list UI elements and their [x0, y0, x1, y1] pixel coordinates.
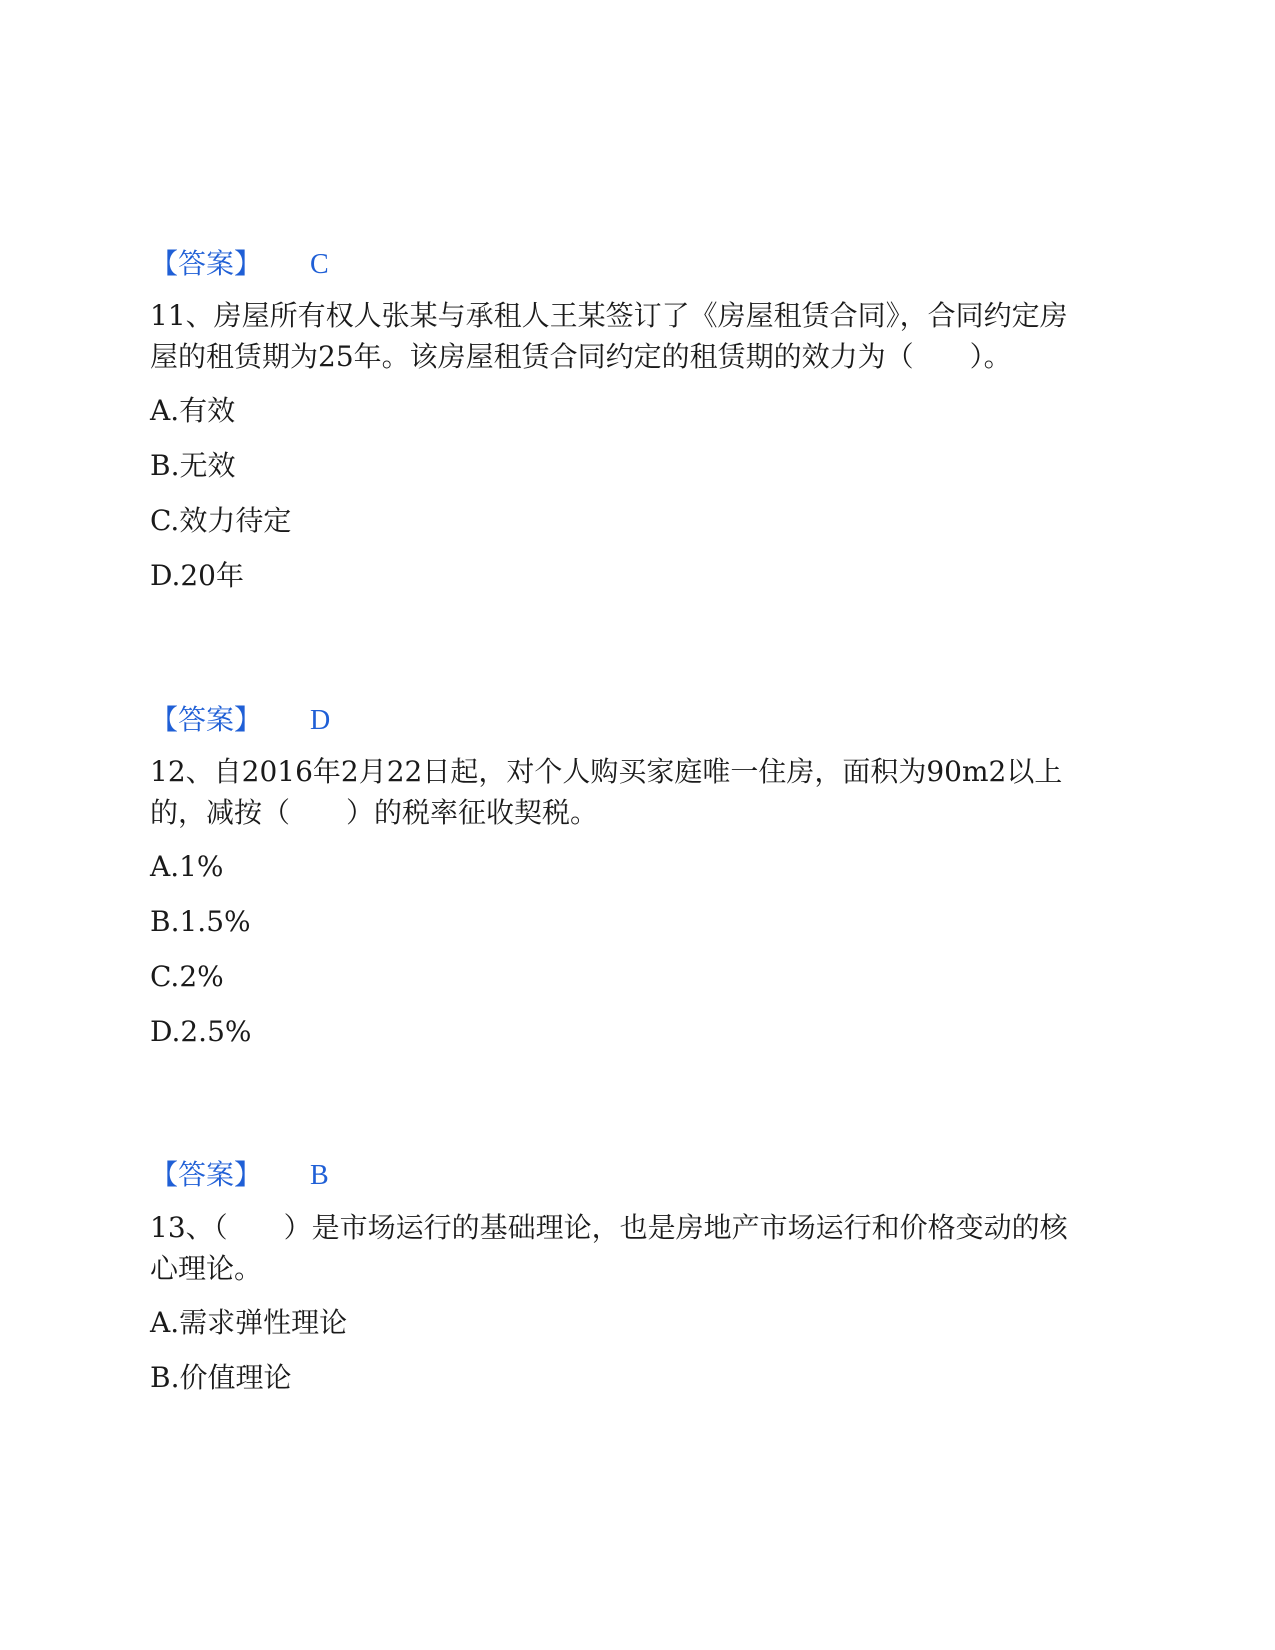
option-c: C.2%: [150, 960, 224, 993]
question-text-line: 屋的租赁期为25年。该房屋租赁合同约定的租赁期的效力为（ ）。: [150, 340, 1012, 373]
option-b: B.1.5%: [150, 905, 251, 938]
option-a: A.有效: [150, 394, 236, 427]
question-text-line: 11、房屋所有权人张某与承租人王某签订了《房屋租赁合同》，合同约定房: [150, 299, 1068, 332]
option-a: A.需求弹性理论: [150, 1306, 348, 1339]
answer-value: C: [310, 249, 329, 280]
answer-label: 【答案】: [150, 247, 263, 280]
option-d: D.20年: [150, 559, 244, 592]
answer-label: 【答案】: [150, 1158, 263, 1191]
question-text-line: 12、自2016年2月22日起，对个人购买家庭唯一住房，面积为90m2以上: [150, 755, 1063, 788]
question-text-line: 的，减按（ ）的税率征收契税。: [150, 796, 599, 829]
answer-value: D: [310, 705, 331, 736]
answer-row: [150, 1155, 329, 1196]
answer-label: 【答案】: [150, 703, 263, 736]
question-text-line: 心理论。: [150, 1252, 263, 1285]
option-b: B.价值理论: [150, 1361, 292, 1394]
option-d: D.2.5%: [150, 1015, 252, 1048]
answer-value: B: [310, 1160, 329, 1191]
question-text-line: 13、（ ）是市场运行的基础理论，也是房地产市场运行和价格变动的核: [150, 1211, 1068, 1244]
option-b: B.无效: [150, 449, 236, 482]
answer-row: [150, 700, 330, 741]
option-a: A.1%: [150, 850, 224, 883]
option-c: C.效力待定: [150, 504, 292, 537]
answer-row: [150, 244, 329, 285]
